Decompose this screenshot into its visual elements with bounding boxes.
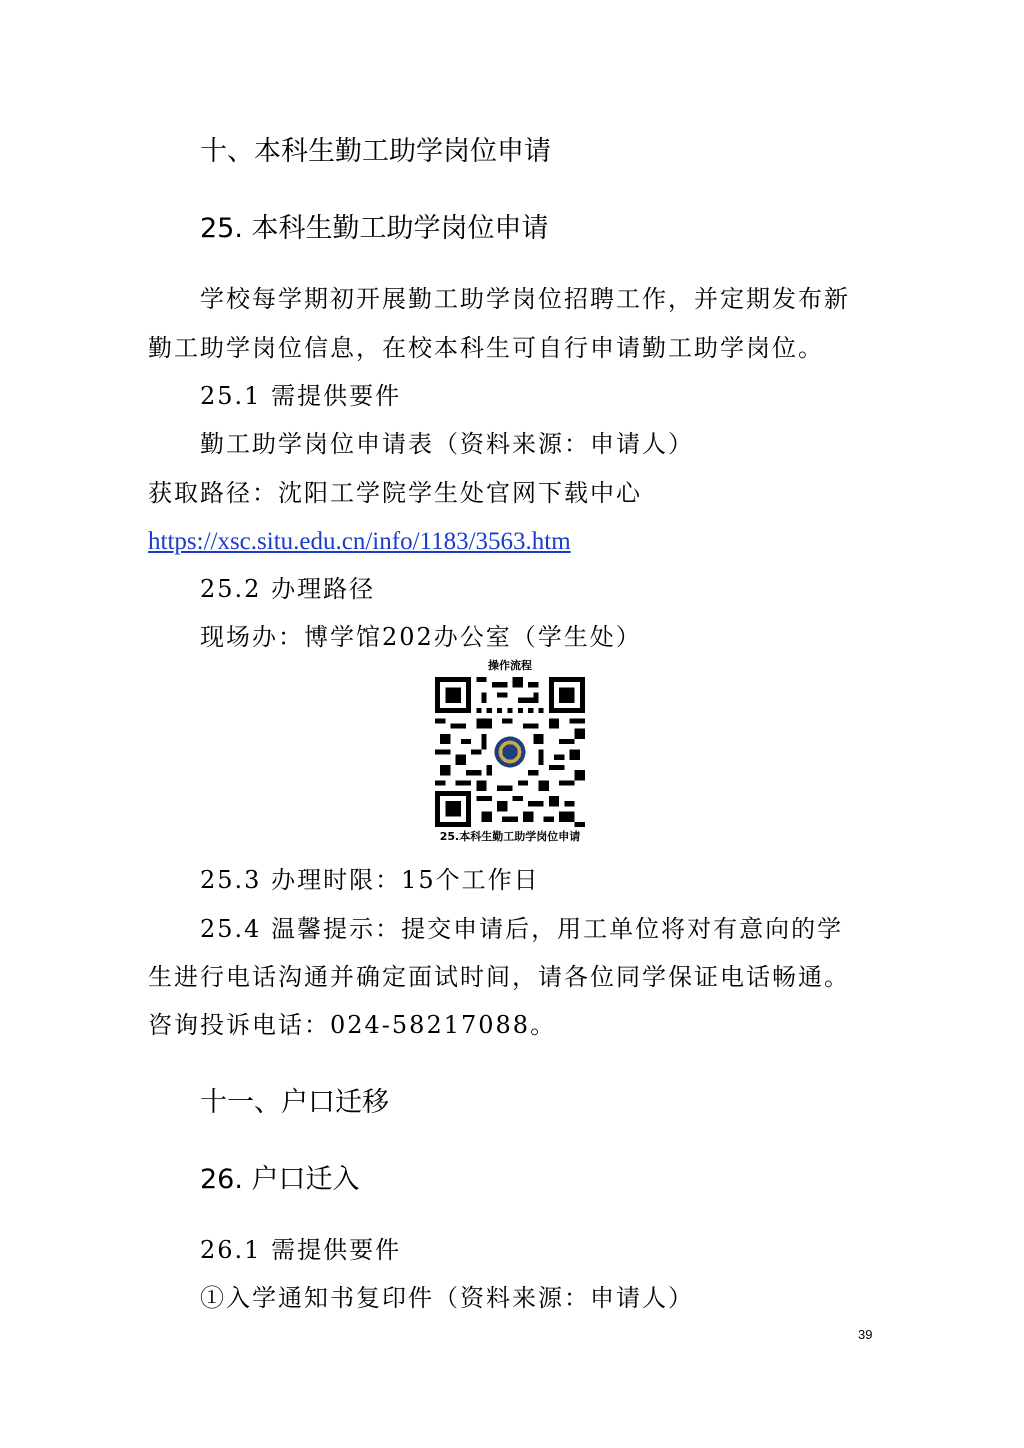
intro-line-2: 勤工助学岗位信息，在校本科生可自行申请勤工助学岗位。 [148, 334, 824, 362]
route-25-2-text: 现场办：博学馆202办公室（学生处） [200, 623, 642, 651]
section-10-heading: 十、本科生勤工助学岗位申请 [200, 136, 551, 167]
qr-code-icon[interactable] [435, 677, 585, 827]
qr-code-block [430, 660, 590, 842]
req-26-1-item-1: ①入学通知书复印件（资料来源：申请人） [200, 1284, 694, 1312]
complaint-phone: 咨询投诉电话：024-58217088。 [148, 1011, 557, 1039]
req-25-1-item: 勤工助学岗位申请表（资料来源：申请人） [200, 430, 694, 458]
req-25-1-title: 25.1 需提供要件 [200, 382, 402, 410]
req-26-1-title: 26.1 需提供要件 [200, 1236, 402, 1264]
time-limit-25-3: 25.3 办理时限：15个工作日 [200, 866, 540, 894]
download-path-text: 获取路径：沈阳工学院学生处官网下载中心 [148, 479, 642, 507]
item-26-title: 26. 户口迁入 [200, 1164, 360, 1195]
qr-bottom-caption: 25.本科生勤工助学岗位申请 [439, 830, 581, 843]
page-number: 39 [858, 1327, 873, 1342]
qr-top-caption: 操作流程 [488, 659, 532, 672]
section-11-heading: 十一、户口迁移 [200, 1087, 389, 1118]
download-link[interactable]: https://xsc.situ.edu.cn/info/1183/3563.htm [148, 528, 571, 555]
tip-25-4-line-2: 生进行电话沟通并确定面试时间，请各位同学保证电话畅通。 [148, 963, 850, 991]
tip-25-4-line-1: 25.4 温馨提示：提交申请后，用工单位将对有意向的学 [200, 915, 844, 943]
item-25-title: 25. 本科生勤工助学岗位申请 [200, 213, 549, 244]
intro-line-1: 学校每学期初开展勤工助学岗位招聘工作，并定期发布新 [200, 285, 850, 313]
route-25-2-title: 25.2 办理路径 [200, 575, 376, 603]
